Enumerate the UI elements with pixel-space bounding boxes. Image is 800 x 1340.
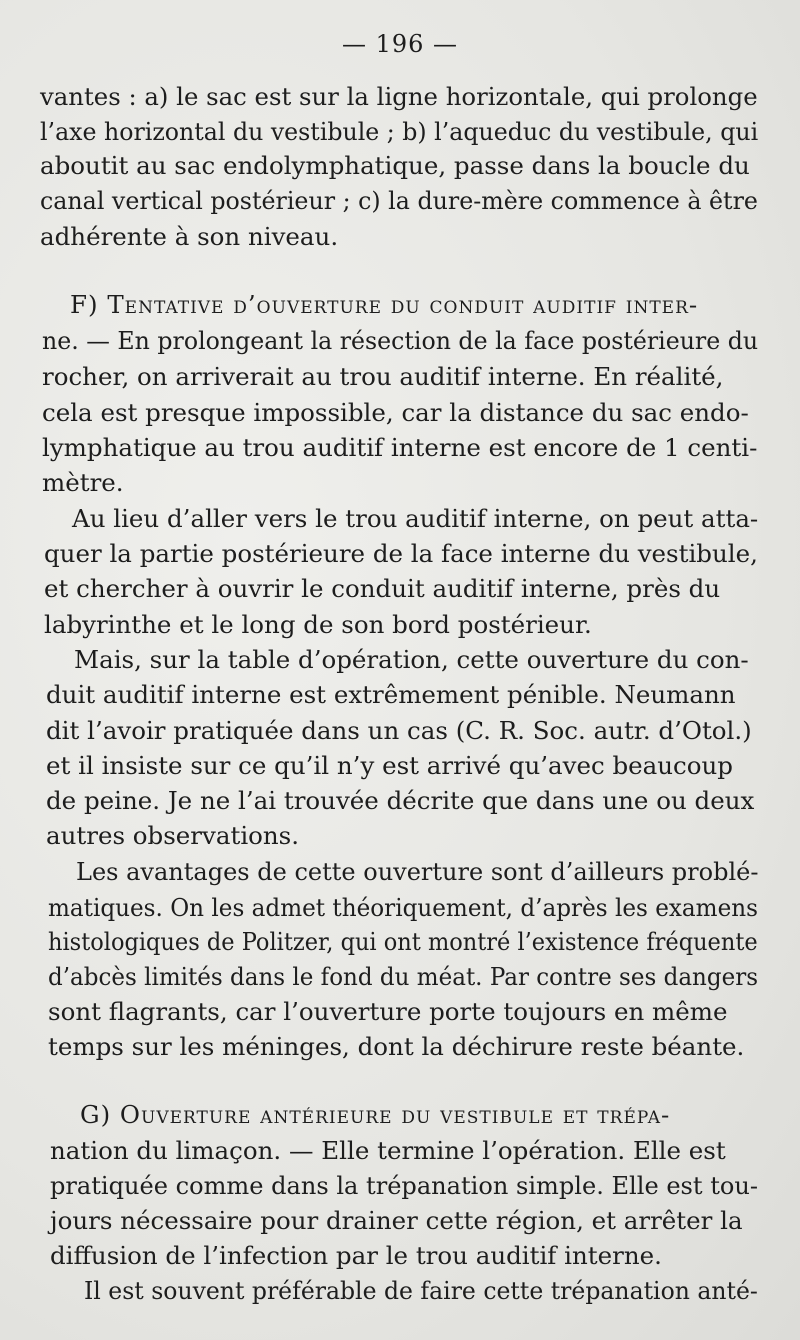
text-line: dit l’avoir pratiquée dans un cas (C. R. Soc. autr. d’Otol.) [46,716,752,745]
text-line: labyrinthe et le long de son bord postérieur. [44,610,592,639]
text-line: nation du limaçon. — Elle termine l’opération. Elle est [50,1136,726,1165]
text-line: l’axe horizontal du vestibule ; b) l’aqueduc du vestibule, qui [40,117,759,146]
text-line: rocher, on arriverait au trou auditif interne. En réalité, [42,362,724,391]
page-number: — 196 — [341,30,459,58]
text-line: adhérente à son niveau. [40,222,339,251]
text-line: Les avantages de cette ouverture sont d’ailleurs problé- [76,857,759,886]
section-heading-g: G) Ouverture antérieure du vestibule et trépa- [80,1100,671,1129]
text-line: et chercher à ouvrir le conduit auditif interne, près du [44,574,721,603]
text-line: mètre. [42,468,124,497]
text-line: diffusion de l’infection par le trou auditif interne. [50,1241,662,1270]
text-line: histologiques de Politzer, qui ont montré l’existence fréquente [48,927,758,956]
text-line: matiques. On les admet théoriquement, d’après les examens [48,893,758,922]
text-line: sont flagrants, car l’ouverture porte toujours en même [48,997,728,1026]
text-line: autres observations. [46,821,300,850]
text-line: vantes : a) le sac est sur la ligne horizontale, qui prolonge [40,82,758,111]
text-line: temps sur les méninges, dont la déchirure reste béante. [48,1032,745,1061]
text-line: duit auditif interne est extrêmement pénible. Neumann [46,680,736,709]
text-line: pratiquée comme dans la trépanation simple. Elle est tou- [50,1171,759,1200]
text-line: Au lieu d’aller vers le trou auditif interne, on peut atta- [72,504,759,533]
text-line: ne. — En prolongeant la résection de la face postérieure du [42,326,759,355]
text-line: de peine. Je ne l’ai trouvée décrite que dans une ou deux [46,786,755,815]
text-line: d’abcès limités dans le fond du méat. Par contre ses dangers [48,962,759,991]
text-line: canal vertical postérieur ; c) la dure-mère commence à être [40,186,758,215]
section-heading-f: F) Tentative d’ouverture du conduit auditif inter- [70,290,699,319]
text-line: Mais, sur la table d’opération, cette ouverture du con- [74,645,749,674]
text-line: jours nécessaire pour drainer cette région, et arrêter la [50,1206,743,1235]
text-line: lymphatique au trou auditif interne est encore de 1 centi- [42,433,758,462]
text-line: Il est souvent préférable de faire cette trépanation anté- [84,1276,758,1305]
text-line: quer la partie postérieure de la face interne du vestibule, [44,539,758,568]
text-line: et il insiste sur ce qu’il n’y est arrivé qu’avec beaucoup [46,751,733,780]
text-line: aboutit au sac endolymphatique, passe dans la boucle du [40,151,750,180]
text-line: cela est presque impossible, car la distance du sac endo- [42,398,749,427]
